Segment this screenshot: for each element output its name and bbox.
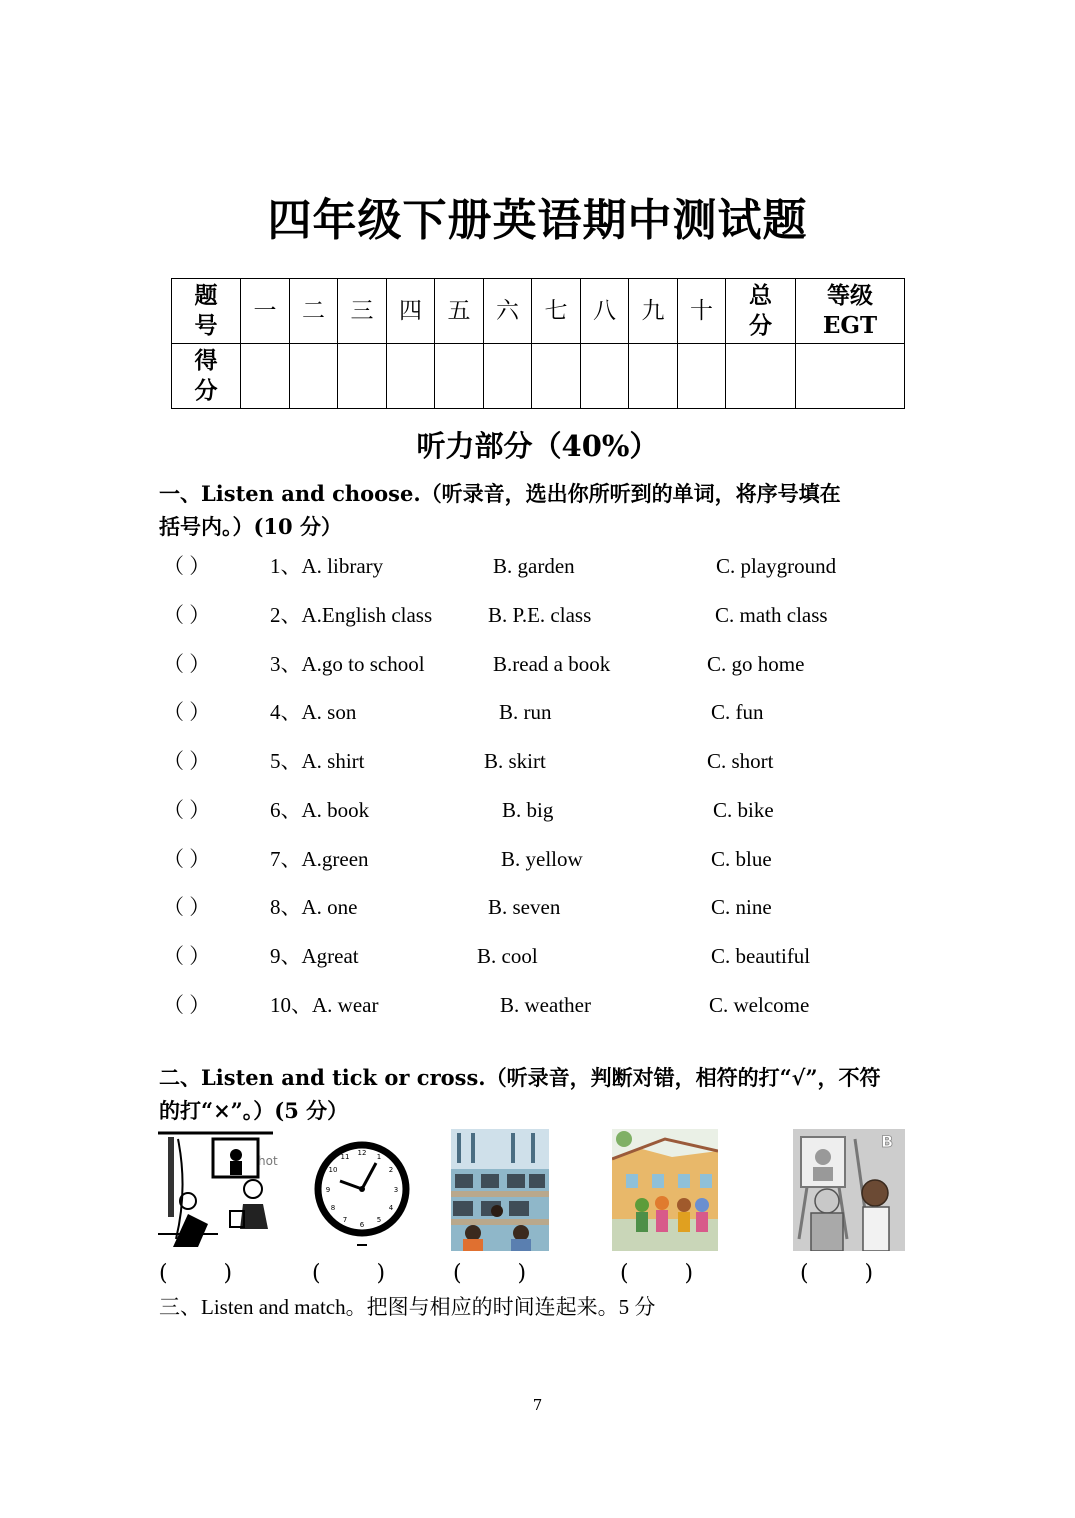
question-row (0, 844, 1075, 874)
option-c: C. beautiful (711, 944, 811, 968)
listening-section-title: 听力部分（40%） (416, 429, 659, 463)
answer-paren[interactable]: （ ） (163, 554, 211, 578)
question-row (0, 649, 1075, 679)
option-b: B. run (499, 700, 552, 724)
option-a: 6、A. book (270, 798, 370, 822)
total-score-cell[interactable] (726, 344, 796, 409)
option-b: B. cool (477, 944, 538, 968)
option-a: 4、A. son (270, 700, 357, 724)
answer-paren[interactable]: （ ） (163, 700, 211, 724)
option-b: B. big (502, 798, 554, 822)
question-row (0, 600, 1075, 630)
svg-text:2: 2 (388, 1166, 394, 1174)
question-row (0, 990, 1075, 1020)
option-c: C. welcome (709, 993, 810, 1017)
option-a: 2、A.English class (270, 603, 433, 627)
option-c: C. go home (707, 652, 805, 676)
option-c: C. math class (715, 603, 828, 627)
score-cell[interactable] (484, 344, 532, 409)
question-row (0, 746, 1075, 776)
option-b: B. yellow (501, 847, 583, 871)
svg-text:6: 6 (359, 1221, 365, 1229)
answer-paren[interactable]: （ ） (163, 895, 211, 919)
part1-heading: 一、Listen and choose.（听录音，选出你所听到的单词，将序号填在 括号内。）(10 分） (159, 481, 841, 539)
svg-text:11: 11 (340, 1153, 350, 1161)
page-number: 7 (532, 1396, 543, 1414)
picture-answer-paren[interactable]: ( ) (620, 1261, 694, 1286)
svg-text:hot: hot (258, 1154, 278, 1168)
score-cell[interactable] (241, 344, 290, 409)
svg-text:10: 10 (328, 1166, 338, 1174)
option-c: C. nine (711, 895, 772, 919)
option-b: B. garden (493, 554, 575, 578)
score-cell[interactable] (387, 344, 435, 409)
svg-text:5: 5 (376, 1216, 382, 1224)
kitchen-scene-image (158, 1129, 283, 1251)
option-c: C. fun (711, 700, 764, 724)
header-cell-5: 五 (435, 279, 484, 344)
svg-text:12: 12 (357, 1149, 367, 1157)
picture-answer-paren[interactable]: ( ) (800, 1261, 874, 1286)
question-row (0, 892, 1075, 922)
svg-text:8: 8 (330, 1204, 336, 1212)
header-cell-4: 四 (387, 279, 435, 344)
art-classroom-image (793, 1129, 905, 1251)
header-cell-7: 七 (532, 279, 581, 344)
answer-paren[interactable]: （ ） (163, 652, 211, 676)
question-row (0, 697, 1075, 727)
score-cell[interactable] (532, 344, 581, 409)
answer-paren[interactable]: （ ） (163, 944, 211, 968)
option-b: B. P.E. class (488, 603, 592, 627)
question-row (0, 795, 1075, 825)
option-b: B. skirt (484, 749, 546, 773)
header-cell-8: 八 (581, 279, 629, 344)
score-cell[interactable] (678, 344, 726, 409)
option-a: 3、A.go to school (270, 652, 425, 676)
header-cell-grade: 等级 EGT (796, 279, 905, 344)
answer-paren[interactable]: （ ） (163, 798, 211, 822)
part2-heading: 二、Listen and tick or cross.（听录音，判断对错，相符的打“√”，不符 的打“×”。）(5 分） (159, 1065, 881, 1123)
option-c: C. blue (711, 847, 772, 871)
option-a: 9、Agreat (270, 944, 359, 968)
school-kids-image (612, 1129, 718, 1251)
part3-heading: 三、Listen and match。把图与相应的时间连起来。5 分 (159, 1295, 656, 1319)
header-cell-9: 九 (629, 279, 678, 344)
svg-text:3: 3 (393, 1186, 399, 1194)
header-cell-10: 十 (678, 279, 726, 344)
header-cell-3: 三 (338, 279, 387, 344)
picture-answer-row (0, 1261, 1075, 1291)
svg-text:B: B (881, 1132, 894, 1151)
header-cell-total: 总 分 (726, 279, 796, 344)
option-b: B.read a book (493, 652, 611, 676)
answer-paren[interactable]: （ ） (163, 993, 211, 1017)
svg-text:1: 1 (376, 1153, 382, 1161)
svg-text:9: 9 (325, 1186, 331, 1194)
answer-paren[interactable]: （ ） (163, 847, 211, 871)
option-a: 8、A. one (270, 895, 358, 919)
option-b: B. seven (488, 895, 561, 919)
option-b: B. weather (500, 993, 591, 1017)
option-a: 7、A.green (270, 847, 369, 871)
option-c: C. bike (713, 798, 774, 822)
score-cell[interactable] (581, 344, 629, 409)
option-a: 10、A. wear (270, 993, 379, 1017)
page-title: 四年级下册英语期中测试题 (267, 195, 808, 246)
question-row (0, 941, 1075, 971)
option-c: C. short (707, 749, 774, 773)
answer-paren[interactable]: （ ） (163, 603, 211, 627)
score-row-label: 得 分 (172, 344, 241, 409)
question-row (0, 551, 1075, 581)
header-cell-2: 二 (290, 279, 338, 344)
score-table (171, 278, 905, 409)
score-cell[interactable] (629, 344, 678, 409)
option-a: 1、A. library (270, 554, 384, 578)
svg-text:7: 7 (342, 1216, 348, 1224)
score-cell[interactable] (290, 344, 338, 409)
score-cell[interactable] (338, 344, 387, 409)
header-cell-question-number: 题 号 (172, 279, 241, 344)
grade-cell[interactable] (796, 344, 905, 409)
picture-answer-paren[interactable]: ( ) (159, 1261, 233, 1286)
header-cell-1: 一 (241, 279, 290, 344)
picture-answer-paren[interactable]: ( ) (312, 1261, 386, 1286)
option-a: 5、A. shirt (270, 749, 365, 773)
header-cell-6: 六 (484, 279, 532, 344)
score-cell[interactable] (435, 344, 484, 409)
picture-answer-paren[interactable]: ( ) (453, 1261, 527, 1286)
option-c: C. playground (716, 554, 837, 578)
svg-text:4: 4 (388, 1204, 394, 1212)
computer-room-image (451, 1129, 549, 1251)
answer-paren[interactable]: （ ） (163, 749, 211, 773)
clock-image (312, 1129, 412, 1251)
